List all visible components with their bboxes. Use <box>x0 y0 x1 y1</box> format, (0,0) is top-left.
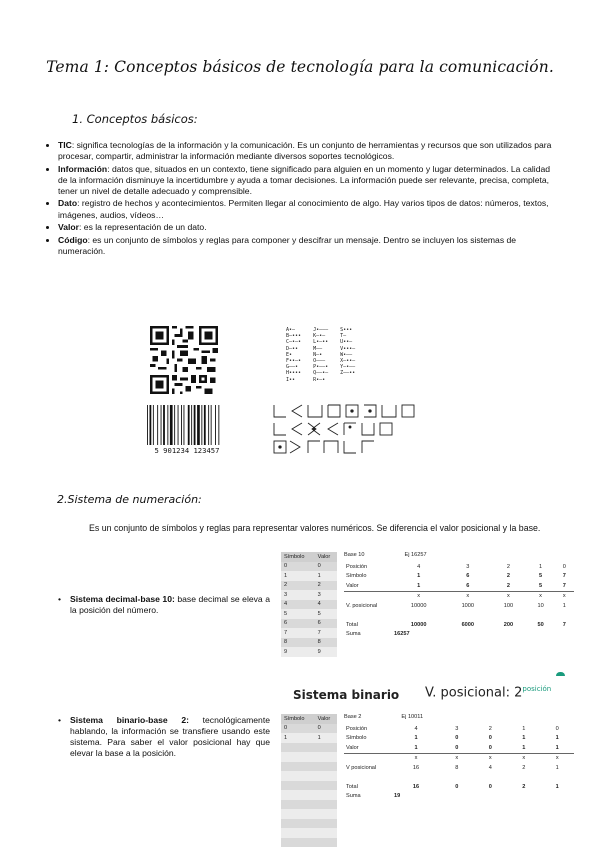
table-cell: 3 <box>315 590 337 600</box>
table-row <box>281 809 337 819</box>
table-cell <box>315 771 337 781</box>
barcode-bar <box>194 405 196 445</box>
barcode-bar <box>197 405 200 445</box>
table-cell: 1 <box>555 783 559 790</box>
decimal-description <box>58 594 270 616</box>
table-cell: 1000 <box>461 602 475 609</box>
table-cell: 0 <box>555 725 559 732</box>
definition-text: : datos que, situados en un contexto, tiene significado para alguien en un momento y lugar determinados. La calidad de la información disminuye la incertidumbre y ayuda a tomar decisiones. La información puede ser relevante, precisa, completa, tener un nivel de detalle adecuado y comprensible. <box>58 163 551 196</box>
table-cell: 2 <box>522 764 526 771</box>
decimal-term: Sistema decimal-base 10: <box>70 594 175 604</box>
table-row <box>281 752 337 762</box>
decimal-text: base decimal se eleva a la posición del número. <box>70 594 270 615</box>
table-cell: 2 <box>506 563 510 570</box>
table-row <box>281 619 337 629</box>
table-cell: 7 <box>562 573 566 580</box>
binary-text: tecnológicamente hablando, la información se transfiere usando este sistema. Para saber el valor posicional hay que elevar la base a la posición. <box>70 715 271 758</box>
table-cell <box>281 790 315 800</box>
table-cell: 1 <box>315 733 337 743</box>
table-cell: 200 <box>503 621 514 628</box>
table-cell: 6 <box>315 619 337 629</box>
morse-entry: S••• <box>340 327 353 333</box>
table-cell: 2 <box>488 725 492 732</box>
table-cell: 6000 <box>461 621 475 628</box>
pigpen-cipher-image <box>272 403 432 455</box>
table-header: Símbolo <box>281 552 315 562</box>
table-row <box>344 773 574 783</box>
table-cell: 0 <box>315 562 337 572</box>
barcode-bar <box>167 405 168 445</box>
table-cell: 4 <box>417 563 421 570</box>
table-cell: 1 <box>555 735 559 742</box>
morse-entry: Q——•— <box>313 370 329 377</box>
table-cell: 5 <box>539 573 543 580</box>
table-cell: 10000 <box>410 602 427 609</box>
table-cell: 4 <box>414 725 418 732</box>
barcode-bar <box>157 405 158 445</box>
table-cell <box>281 809 315 819</box>
morse-entry: O——— <box>313 358 326 365</box>
table-row <box>281 733 337 743</box>
table-row <box>344 724 574 734</box>
base-label: Base 2 <box>344 714 362 720</box>
morse-entry: J•——— <box>313 327 329 333</box>
table-cell: 1 <box>417 573 421 580</box>
table-cell: 7 <box>562 621 566 628</box>
table-header: Símbolo <box>281 714 315 724</box>
table-cell <box>344 591 392 601</box>
table-cell: Símbolo <box>346 735 367 742</box>
table-cell: 1 <box>281 571 315 581</box>
table-cell <box>281 752 315 762</box>
table-cell <box>315 752 337 762</box>
table-row <box>281 838 337 848</box>
barcode-bar <box>218 405 219 445</box>
table-cell <box>315 762 337 772</box>
table-cell: V. posicional <box>346 602 378 609</box>
definitions-list <box>42 140 553 258</box>
table-cell <box>315 828 337 838</box>
table-cell: Suma <box>346 793 361 800</box>
table-row <box>344 620 574 630</box>
barcode-digits: 5 901234 123457 <box>154 446 220 455</box>
table-cell: x <box>417 593 421 600</box>
table-cell: 1 <box>539 563 543 570</box>
table-cell: Valor <box>344 581 392 591</box>
table-cell: 8 <box>281 638 315 648</box>
table-cell: 0 <box>315 724 337 734</box>
barcode-bar <box>181 405 182 445</box>
morse-entry: F••—• <box>286 358 302 365</box>
definition-term: TIC <box>58 140 72 150</box>
morse-entry: G——• <box>286 364 299 371</box>
table-cell <box>315 800 337 810</box>
table-cell <box>344 753 392 763</box>
morse-entry: D—•• <box>286 345 299 352</box>
table-row <box>281 590 337 600</box>
table-cell: x <box>522 755 526 762</box>
morse-entry: R•—• <box>313 376 326 383</box>
table-row <box>281 647 337 657</box>
binary-calc-block <box>344 714 574 801</box>
table-cell: 3 <box>466 563 470 570</box>
table-row <box>281 628 337 638</box>
table-cell <box>315 743 337 753</box>
table-row <box>281 724 337 734</box>
binary-description <box>58 715 270 759</box>
table-cell: 1 <box>315 571 337 581</box>
table-row <box>344 753 574 763</box>
barcode-bar <box>150 405 152 445</box>
binary-symbol-table <box>281 714 337 847</box>
table-row <box>344 562 574 572</box>
definition-term: Valor <box>58 222 80 233</box>
table-cell: Total <box>346 621 358 628</box>
table-row <box>281 609 337 619</box>
morse-entry: T— <box>340 333 347 340</box>
table-cell: Total <box>346 783 358 790</box>
table-row <box>344 792 574 802</box>
table-cell: x <box>414 755 418 762</box>
table-row <box>281 781 337 791</box>
table-row <box>344 763 574 773</box>
barcode-bar <box>170 405 173 445</box>
table-cell: 0 <box>455 735 459 742</box>
barcode-bar <box>208 405 209 445</box>
definition-item <box>58 222 553 233</box>
table-cell: 6 <box>445 581 490 591</box>
table-cell: 0 <box>562 563 566 570</box>
table-cell: V posicional <box>346 764 377 771</box>
table-cell: 19 <box>394 793 401 800</box>
morse-entry: I•• <box>286 376 296 383</box>
example-label: Ej 10011 <box>401 714 424 720</box>
table-cell: 1 <box>281 733 315 743</box>
morse-column <box>313 327 328 383</box>
table-cell: 1 <box>555 764 559 771</box>
table-cell: 1 <box>540 743 574 753</box>
section-heading-numeracion: 2.Sistema de numeración: <box>57 493 202 506</box>
barcode-bar <box>163 405 165 445</box>
table-cell: 5 <box>527 581 555 591</box>
table-row <box>281 762 337 772</box>
table-row <box>344 630 574 640</box>
table-cell: x <box>466 593 470 600</box>
morse-entry: E• <box>286 351 293 358</box>
table-cell: 2 <box>522 783 526 790</box>
table-cell: Posición <box>346 563 368 570</box>
table-cell: 2 <box>281 581 315 591</box>
barcode-bar <box>191 405 192 445</box>
binary-heading: Sistema binario <box>293 688 400 702</box>
table-cell: 9 <box>281 647 315 657</box>
definition-item <box>58 140 553 162</box>
morse-entry: A•— <box>286 327 296 333</box>
table-row <box>344 581 574 591</box>
binary-term: Sistema binario-base 2: <box>70 715 189 725</box>
section-heading-conceptos: 1. Conceptos básicos: <box>72 112 198 126</box>
definition-text: : registro de hechos y acontecimientos. Permiten llegar al conocimiento de algo. Hay varios tipos de datos: números, textos, imágenes, audios, vídeos… <box>58 198 549 220</box>
barcode-bar <box>215 405 216 445</box>
table-cell: Suma <box>346 631 361 638</box>
table-row <box>281 638 337 648</box>
table-row <box>281 819 337 829</box>
barcode-bar <box>161 405 162 445</box>
table-cell: 0 <box>455 783 459 790</box>
morse-entry: V•••— <box>340 345 356 352</box>
table-cell: 6 <box>466 573 470 580</box>
table-cell: 4 <box>488 764 492 771</box>
definition-term: Dato <box>58 198 78 209</box>
table-cell: 4 <box>281 600 315 610</box>
table-cell: 6 <box>281 619 315 629</box>
barcode-bar <box>211 405 212 445</box>
definition-text: : significa tecnologías de la información y la comunicación. Es un conjunto de herramientas y recursos que son utilizados para procesar, compartir, administrar la información mediante diversos soportes tecnológicos. <box>58 140 552 162</box>
table-row <box>344 743 574 753</box>
table-cell: 3 <box>281 590 315 600</box>
morse-entry: N—• <box>313 351 323 358</box>
table-cell: Posición <box>346 725 368 732</box>
page-title: Tema 1: Conceptos básicos de tecnología para la comunicación. <box>46 58 554 76</box>
table-cell <box>281 743 315 753</box>
table-cell <box>281 828 315 838</box>
morse-code-alphabet <box>286 327 355 383</box>
table-cell: 2 <box>315 581 337 591</box>
barcode-bar <box>147 405 148 445</box>
barcode-bar <box>201 405 202 445</box>
vpos-label: V. posicional: 2 <box>425 685 523 701</box>
table-cell <box>281 819 315 829</box>
morse-entry: M—— <box>313 345 323 352</box>
table-cell: 5 <box>315 609 337 619</box>
morse-entry: W•—— <box>340 351 353 358</box>
table-cell <box>315 781 337 791</box>
table-cell: 1 <box>522 735 526 742</box>
binary-calc-table <box>344 724 574 801</box>
table-cell: 16257 <box>394 631 410 638</box>
table-row <box>281 581 337 591</box>
table-cell: 8 <box>315 638 337 648</box>
table-cell <box>315 819 337 829</box>
table-row <box>281 800 337 810</box>
table-cell: 0 <box>440 743 473 753</box>
accent-mark <box>556 672 565 676</box>
table-cell <box>281 800 315 810</box>
qr-code-image <box>150 326 218 394</box>
table-cell: 2 <box>490 581 526 591</box>
table-cell: 3 <box>455 725 459 732</box>
table-cell: x <box>488 755 492 762</box>
table-cell: 2 <box>506 573 510 580</box>
table-cell: 1 <box>522 725 526 732</box>
table-cell: 10000 <box>410 621 427 628</box>
table-cell: 10 <box>537 602 544 609</box>
morse-entry: L•—•• <box>313 339 329 346</box>
table-row <box>281 600 337 610</box>
barcode-bar <box>188 405 190 445</box>
table-row <box>344 782 574 792</box>
table-cell: 16 <box>412 764 420 771</box>
barcode-bar <box>153 405 154 445</box>
example-label: Ej 16257 <box>404 552 427 558</box>
morse-entry: B—••• <box>286 333 302 340</box>
table-cell: 1 <box>392 581 445 591</box>
table-cell: 7 <box>315 628 337 638</box>
morse-entry: P•——• <box>313 364 329 371</box>
definition-term: Código <box>58 234 88 245</box>
table-cell <box>315 838 337 848</box>
table-cell: x <box>455 755 459 762</box>
definition-item <box>58 198 553 220</box>
table-cell <box>281 781 315 791</box>
barcode-bar <box>178 405 179 445</box>
table-header: Valor <box>315 714 337 724</box>
table-row <box>344 734 574 744</box>
morse-entry: H•••• <box>286 370 302 377</box>
table-row <box>281 828 337 838</box>
table-cell: 16 <box>412 783 420 790</box>
table-cell: 100 <box>503 602 514 609</box>
decimal-calc-block <box>344 552 574 639</box>
table-row <box>281 771 337 781</box>
morse-entry: C—•—• <box>286 339 302 346</box>
table-cell: 0 <box>474 743 507 753</box>
table-cell: 1 <box>507 743 540 753</box>
definition-term: Información <box>58 163 108 174</box>
table-row <box>281 743 337 753</box>
table-cell: 0 <box>281 724 315 734</box>
table-cell: 0 <box>488 735 492 742</box>
table-row <box>281 790 337 800</box>
table-cell <box>315 790 337 800</box>
morse-entry: K—•— <box>313 333 326 340</box>
table-cell: 7 <box>555 581 574 591</box>
definition-text: : es un conjunto de símbolos y reglas para componer y descifrar un mensaje. Dentro se incluyen los sistemas de numeración. <box>58 234 517 256</box>
decimal-calc-table <box>344 562 574 639</box>
morse-column <box>286 327 301 383</box>
table-cell: 0 <box>488 783 492 790</box>
morse-entry: Z——•• <box>340 370 356 377</box>
table-cell: 5 <box>281 609 315 619</box>
barcode-bar <box>184 405 185 445</box>
table-cell: 9 <box>315 647 337 657</box>
table-cell: x <box>507 593 510 600</box>
table-row <box>344 611 574 621</box>
table-row <box>344 591 574 601</box>
table-row <box>281 562 337 572</box>
definition-item <box>58 164 553 197</box>
table-cell: 4 <box>315 600 337 610</box>
barcode-bar <box>204 405 206 445</box>
table-row <box>281 571 337 581</box>
definition-item <box>58 235 553 257</box>
table-cell <box>281 771 315 781</box>
table-cell: 1 <box>562 602 566 609</box>
table-cell: 8 <box>455 764 459 771</box>
table-header: Valor <box>315 552 337 562</box>
table-cell: 50 <box>537 621 544 628</box>
barcode-bar <box>174 405 175 445</box>
table-cell: 7 <box>281 628 315 638</box>
definition-text: : es la representación de un dato. <box>79 222 207 233</box>
table-cell: x <box>555 755 559 762</box>
table-cell <box>281 838 315 848</box>
morse-column <box>340 327 355 383</box>
binary-vpos-formula <box>425 685 551 700</box>
table-cell <box>315 809 337 819</box>
morse-entry: U••— <box>340 339 353 346</box>
vpos-exponent: posición <box>522 685 552 693</box>
table-cell: 1 <box>414 735 418 742</box>
decimal-symbol-table <box>281 552 337 657</box>
table-cell: 1 <box>392 743 440 753</box>
table-cell: Símbolo <box>346 573 367 580</box>
morse-entry: Y—•—— <box>340 364 356 371</box>
table-cell <box>281 762 315 772</box>
barcode-image <box>144 405 230 455</box>
table-cell: Valor <box>344 743 392 753</box>
table-cell: x <box>562 593 566 600</box>
numeracion-intro: Es un conjunto de símbolos y reglas para representar valores numéricos. Se diferencia el valor posicional y la base. <box>89 523 541 533</box>
base-label: Base 10 <box>344 552 365 558</box>
table-cell: x <box>539 593 542 600</box>
table-row <box>344 572 574 582</box>
table-row <box>344 601 574 611</box>
morse-entry: X—••— <box>340 358 356 365</box>
table-cell: 0 <box>281 562 315 572</box>
